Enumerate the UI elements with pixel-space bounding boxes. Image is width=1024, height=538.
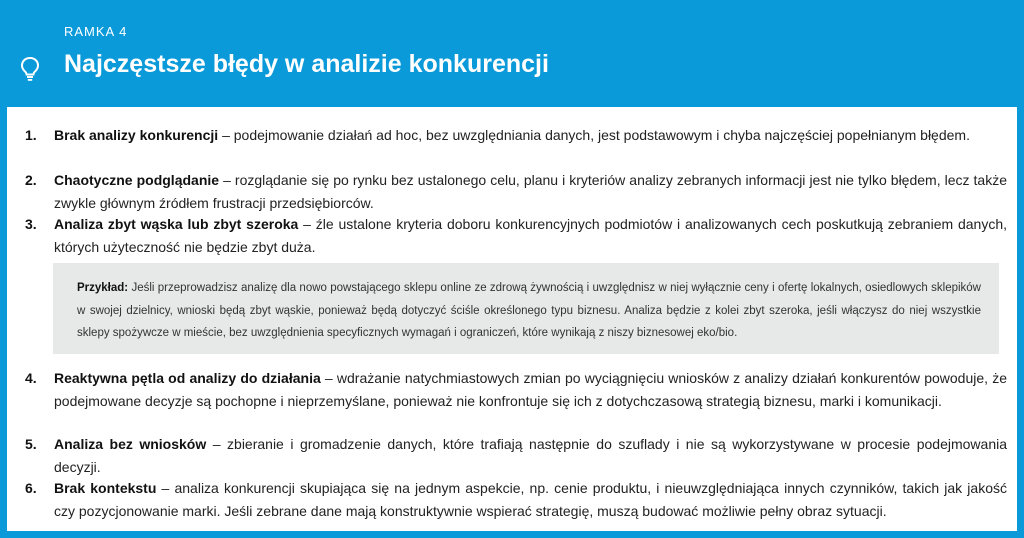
- item-description: – rozglądanie się po rynku bez ustalonego celu, planu i kryteriów analizy zebranych informacji jest nie tylko błędem, lecz także zwykle głównym źródłem frustracji przedsiębiorców.: [54, 172, 1007, 211]
- item-description: – analiza konkurencji skupiająca się na jednym aspekcie, np. cenie produktu, i nieuwzględniająca innych czynników, takich jak jakość czy pozycjonowanie marki. Jeśli zebrane dane mają konstruktywnie wspierać strategię, muszą budować możliwie pełny obraz sytuacji.: [54, 480, 1007, 519]
- item-title: Brak kontekstu: [54, 480, 157, 496]
- item-number: 1.: [25, 127, 37, 143]
- list-item: [25, 367, 1007, 412]
- example-text: [77, 277, 981, 345]
- lightbulb-icon: [20, 56, 40, 82]
- content-card: [7, 107, 1017, 531]
- list-item: [25, 124, 1007, 147]
- item-title: Chaotyczne podglądanie: [54, 172, 220, 188]
- item-description: – podejmowanie działań ad hoc, bez uwzględniania danych, jest podstawowym i chyba najczęściej popełnianym błędem.: [218, 127, 970, 143]
- list-item: [25, 477, 1007, 522]
- item-text: [54, 433, 1007, 478]
- item-number: 5.: [25, 436, 37, 452]
- item-number: 4.: [25, 370, 37, 386]
- example-box: [53, 263, 999, 354]
- item-description: – wdrażanie natychmiastowych zmian po wyciągnięciu wniosków z analizy działań konkurentów powoduje, że podejmowane decyzje są pochopne i nieprzemyślane, ponieważ nie konfrontuje się ich z dotychczasową strategią biznesu, marki i komunikacji.: [54, 370, 1007, 409]
- item-title: Analiza bez wniosków: [54, 436, 207, 452]
- item-text: [54, 477, 1007, 522]
- item-title: Analiza zbyt wąska lub zbyt szeroka: [54, 216, 299, 232]
- item-number: 6.: [25, 480, 37, 496]
- item-description: – źle ustalone kryteria doboru konkurencyjnych podmiotów i analizowanych cech poskutkują zebraniem danych, których użyteczność nie będzie zbyt duża.: [54, 216, 1007, 255]
- item-title: Reaktywna pętla od analizy do działania: [54, 370, 321, 386]
- item-text: [54, 169, 1007, 214]
- list-item: [25, 213, 1007, 258]
- box-title: Najczęstsze błędy w analizie konkurencji: [64, 50, 549, 78]
- item-text: [54, 367, 1007, 412]
- list-item: [25, 433, 1007, 478]
- box-kicker: RAMKA 4: [64, 24, 128, 39]
- box-header: [0, 0, 1024, 107]
- example-body: Jeśli przeprowadzisz analizę dla nowo powstającego sklepu online ze zdrową żywnością i uwzględnisz w niej wyłącznie ceny i ofertę lokalnych, osiedlowych sklepików w swojej dzielnicy, wnioski będą zbyt wąskie, ponieważ będą dotyczyć ściśle określonego typu biznesu. Analiza będzie z kolei zbyt szeroka, jeśli włączysz do niej wszystkie sklepy spożywcze w mieście, bez uwzględnienia specyficznych wymagań i ograniczeń, które wynikają z niszy biznesowej eko/bio.: [77, 282, 981, 339]
- item-text: [54, 213, 1007, 258]
- example-label: Przykład:: [77, 282, 129, 294]
- item-title: Brak analizy konkurencji: [54, 127, 219, 143]
- item-number: 2.: [25, 172, 37, 188]
- item-description: – zbieranie i gromadzenie danych, które trafiają następnie do szuflady i nie są wykorzystywane w procesie podejmowania decyzji.: [54, 436, 1007, 475]
- item-text: [54, 124, 1007, 147]
- list-item: [25, 169, 1007, 214]
- item-number: 3.: [25, 216, 37, 232]
